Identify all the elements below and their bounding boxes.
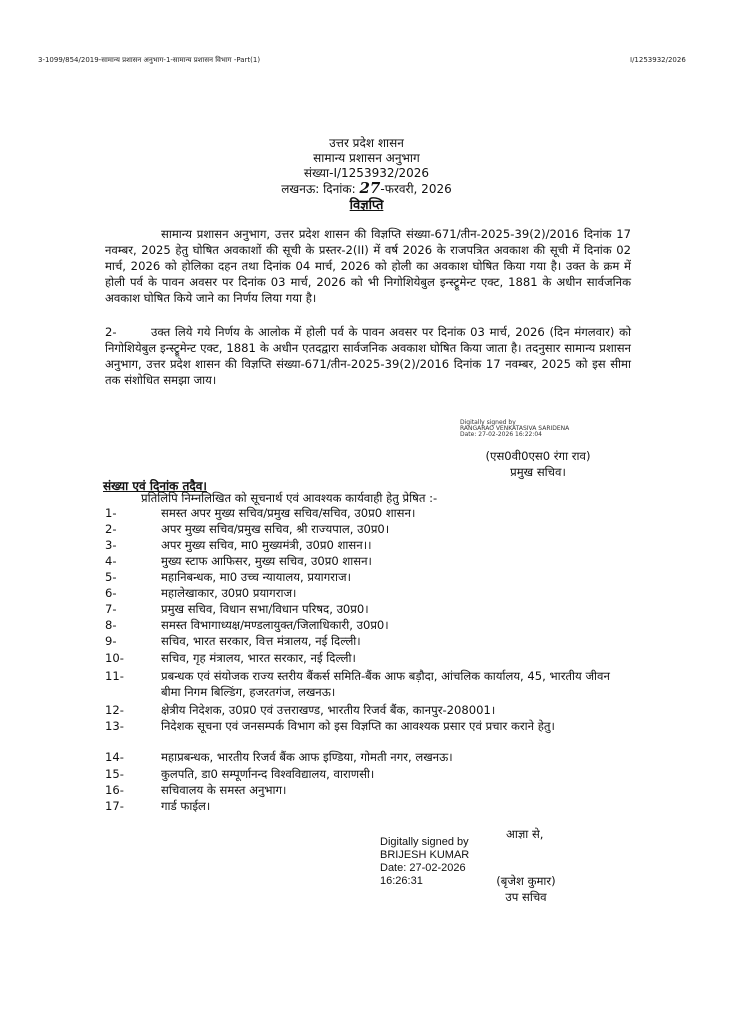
list-item-number: 15- <box>105 767 124 781</box>
list-item-number: 9- <box>105 634 117 648</box>
list-item-number: 10- <box>105 651 124 665</box>
signatory-1-designation: प्रमुख सचिव। <box>510 465 566 479</box>
signatory-1-name: (एस0वी0एस0 रंगा राव) <box>485 449 591 463</box>
list-item-text: महाप्रबन्धक, भारतीय रिजर्व बैंक आफ इण्डिया, गोमती नगर, लखनऊ। <box>161 750 453 764</box>
list-item-number: 8- <box>105 618 117 632</box>
notice-title: विज्ञप्ति <box>349 198 384 213</box>
list-item-text: मुख्य स्टाफ आफिसर, मुख्य सचिव, उ0प्र0 शासन। <box>161 554 372 568</box>
list-item-number: 4- <box>105 554 117 568</box>
paragraph-2-text: उक्त लिये गये निर्णय के आलोक में होली पर्व के पावन अवसर पर दिनांक 03 मार्च, 2026 (दिन मंगलवार) को निगोशियेबुल इन्स्ट्रूमेन्ट एक्ट, 1881 के अधीन एतदद्वारा सार्वजनिक अवकाश घोषित किया जाता है। तदनुसार सामान्य प्रशासन अनुभाग, उत्तर प्रदेश शासन की विज्ञप्ति संख्या-671/तीन-2025-39(2)/2016 दिनांक 17 नवम्बर, 2025 को इस सीमा तक संशोधित समझा जाय। <box>105 325 631 387</box>
signatory-1 <box>478 448 598 480</box>
list-item-number: 6- <box>105 586 117 600</box>
copy-list-intro: प्रतिलिपि निम्नलिखित को सूचनार्थ एवं आवश्यक कार्यवाही हेतु प्रेषित :- <box>141 491 438 505</box>
list-item-text: प्रमुख सचिव, विधान सभा/विधान परिषद, उ0प्र0। <box>161 602 369 616</box>
date-day-handwritten: 27 <box>359 179 381 197</box>
list-item-number: 5- <box>105 570 117 584</box>
list-item-text: सचिवालय के समस्त अनुभाग। <box>161 783 287 797</box>
date-suffix: -फरवरी, 2026 <box>380 182 452 196</box>
file-reference: 3-1099/854/2019-सामान्य प्रशासन अनुभाग-1-सामान्य प्रशासन विभाग -Part(1) <box>38 56 261 64</box>
letter-number: संख्या-I/1253932/2026 <box>303 166 430 180</box>
digital-signature-2-line3: Date: 27-02-2026 <box>380 862 466 874</box>
signatory-2 <box>486 873 566 905</box>
list-item-number: 11- <box>105 669 124 683</box>
list-item-text: गार्ड फाईल। <box>161 799 211 813</box>
digital-signature-1-line3: Date: 27-02-2026 16:22:04 <box>460 431 542 438</box>
list-item-number: 7- <box>105 602 117 616</box>
list-item-text: महालेखाकार, उ0प्र0 प्रयागराज। <box>161 586 297 600</box>
list-item-number: 13- <box>105 719 124 733</box>
date-prefix: लखनऊ: दिनांक: <box>281 182 356 196</box>
list-item-number: 2- <box>105 522 117 536</box>
document-number-top: I/1253932/2026 <box>630 56 686 64</box>
copy-list-heading: संख्या एवं दिनांक तदैव। <box>103 479 207 493</box>
list-item-text: निदेशक सूचना एवं जनसम्पर्क विभाग को इस विज्ञप्ति का आवश्यक प्रसार एवं प्रचार कराने हेतु। <box>161 719 555 733</box>
digital-signature-2-line4: 16:26:31 <box>380 875 423 887</box>
list-item-text: सचिव, भारत सरकार, वित्त मंत्रालय, नई दिल्ली। <box>161 634 361 648</box>
digital-signature-1-line1: Digitally signed by <box>460 419 516 426</box>
signatory-2-name: (बृजेश कुमार) <box>496 874 556 888</box>
paragraph-2 <box>105 324 631 388</box>
list-item-text: क्षेत्रीय निदेशक, उ0प्र0 एवं उत्तराखण्ड, भारतीय रिजर्व बैंक, कानपुर-208001। <box>161 703 496 717</box>
paragraph-2-number: 2- <box>105 325 117 339</box>
digital-signature-2-line1: Digitally signed by <box>380 836 469 848</box>
list-item-text: सचिव, गृह मंत्रालय, भारत सरकार, नई दिल्ली। <box>161 651 356 665</box>
department-name: सामान्य प्रशासन अनुभाग <box>313 151 420 165</box>
by-order-text: आज्ञा से, <box>506 827 544 841</box>
digital-signature-2 <box>380 836 469 888</box>
list-item-text: कुलपति, डा0 सम्पूर्णानन्द विश्वविद्यालय, वाराणसी। <box>161 767 375 781</box>
list-item-text: अपर मुख्य सचिव, मा0 मुख्यमंत्री, उ0प्र0 शासन।। <box>161 538 372 552</box>
digital-signature-1 <box>460 420 630 438</box>
list-item-text: समस्त अपर मुख्य सचिव/प्रमुख सचिव/सचिव, उ0प्र0 शासन। <box>161 506 416 520</box>
list-item-text: समस्त विभागाध्यक्ष/मण्डलायुक्त/जिलाधिकारी, उ0प्र0। <box>161 618 389 632</box>
list-item-number: 16- <box>105 783 124 797</box>
list-item-number: 14- <box>105 750 124 764</box>
letter-date <box>0 181 733 197</box>
list-item-number: 17- <box>105 799 124 813</box>
paragraph-1: सामान्य प्रशासन अनुभाग, उत्तर प्रदेश शासन की विज्ञप्ति संख्या-671/तीन-2025-39(2)/2016 दिनांक 17 नवम्बर, 2025 हेतु घोषित अवकाशों की सूची के प्रस्तर-2(II) में वर्ष 2026 के राजपत्रित अवकाश की सूची में दिनांक 02 मार्च, 2026 को होलिका दहन तथा दिनांक 04 मार्च, 2026 को होली का अवकाश घोषित किया गया है। उक्त के क्रम में होली पर्व के पावन अवसर पर दिनांक 03 मार्च, 2026 को भी निगोशियेबुल इन्स्ट्रूमेन्ट एक्ट, 1881 के अधीन सार्वजनिक अवकाश घोषित किये जाने का निर्णय लिया गया है। <box>105 227 631 305</box>
digital-signature-2-line2: BRIJESH KUMAR <box>380 849 470 861</box>
list-item-text: महानिबन्धक, मा0 उच्च न्यायालय, प्रयागराज। <box>161 570 351 584</box>
list-item-text: प्रबन्धक एवं संयोजक राज्य स्तरीय बैंकर्स समिति-बैंक आफ बड़ौदा, आंचलिक कार्यालय, 45, भारतीय जीवन बीमा निगम बिल्डिंग, हजरतगंज, लखनऊ। <box>161 669 610 699</box>
list-item-number: 3- <box>105 538 117 552</box>
list-item-text: अपर मुख्य सचिव/प्रमुख सचिव, श्री राज्यपाल, उ0प्र0। <box>161 522 390 536</box>
list-item-number: 12- <box>105 703 124 717</box>
digital-signature-1-line2: RANGARAO VENKATASIVA SARIDENA <box>460 425 570 432</box>
list-item-number: 1- <box>105 506 117 520</box>
signatory-2-designation: उप सचिव <box>505 890 547 904</box>
govt-name: उत्तर प्रदेश शासन <box>329 136 404 150</box>
